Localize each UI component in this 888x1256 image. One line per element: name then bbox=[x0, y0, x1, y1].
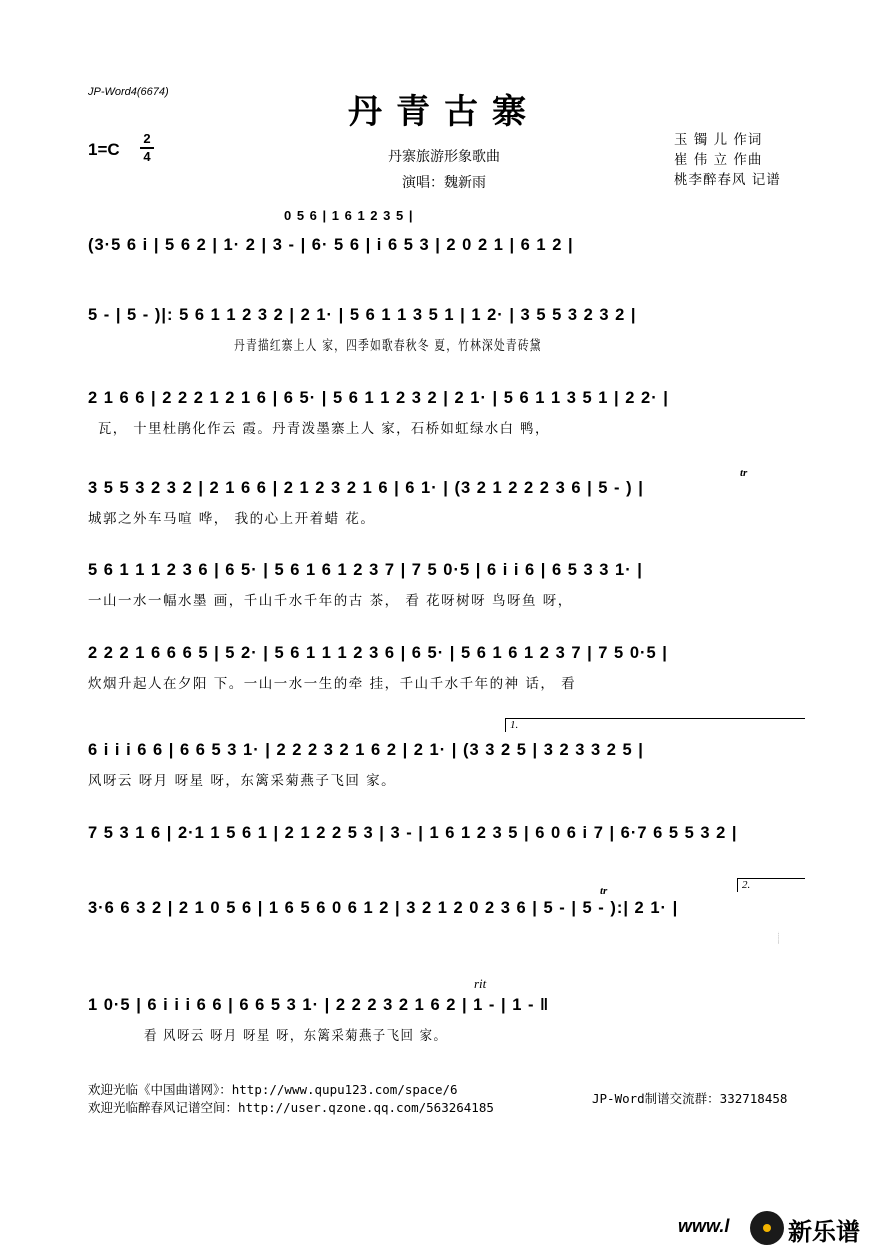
site-url-fragment: www.l bbox=[678, 1216, 730, 1236]
time-signature-bottom: 4 bbox=[143, 148, 151, 164]
trill-mark: tr bbox=[600, 885, 608, 897]
notes bbox=[88, 473, 804, 503]
notes-text: 5 6 1 1 1 2 3 6 | 6 5· | 5 6 1 6 1 2 3 7 | 7 5 0·5 | 6 i i 6 | 6 5 3 3 1· | bbox=[88, 561, 643, 579]
volta-second-ending bbox=[737, 878, 805, 892]
notes-text: 5 - | 5 - )|: 5 6 1 1 2 3 2 | 2 1· | 5 6 1 1 3 5 1 | 1 2· | 3 5 5 3 2 3 2 | bbox=[88, 306, 637, 324]
notes bbox=[88, 300, 804, 330]
lyricist-credit: 玉 镯 儿 作词 bbox=[674, 132, 763, 148]
notes-text: 7 5 3 1 6 | 2·1 1 5 6 1 | 2 1 2 2 5 3 | 3 - | 1 6 1 2 3 5 | 6 0 6 i 7 | 6·7 6 5 5 3 2 | bbox=[88, 824, 738, 842]
brand-name: 新乐谱 bbox=[788, 1218, 860, 1246]
notes bbox=[88, 735, 804, 765]
notes-text: 2 1 6 6 | 2 2 2 1 2 1 6 | 6 5· | 5 6 1 1 2 3 2 | 2 1· | 5 6 1 1 3 5 1 | 2 2· | bbox=[88, 389, 669, 407]
notes bbox=[88, 638, 804, 668]
notes bbox=[88, 990, 804, 1020]
time-signature-top: 2 bbox=[143, 131, 151, 146]
notes-text: 3·6 6 3 2 | 2 1 0 5 6 | 1 6 5 6 0 6 1 2 | 3 2 1 2 0 2 3 6 | 5 - | 5 - ):| 2 1· | bbox=[88, 899, 679, 917]
notes bbox=[88, 818, 804, 848]
lyrics: 丹青描红寨上人 家，四季如歌春秋冬 夏，竹林深处青砖黛 bbox=[234, 338, 542, 354]
volta-first-ending bbox=[505, 718, 805, 732]
ritardando-mark: rit bbox=[474, 976, 487, 991]
song-subtitle: 丹寨旅游形象歌曲 bbox=[388, 149, 500, 165]
notes bbox=[88, 555, 804, 585]
footer-link-qzone[interactable]: 欢迎光临醉春风记谱空间：http://user.qzone.qq.com/563264185 bbox=[88, 1100, 494, 1115]
lyrics: 家。 bbox=[778, 931, 780, 947]
footer-link-qupu[interactable]: 欢迎光临《中国曲谱网》：http://www.qupu123.com/space/6 bbox=[88, 1082, 458, 1097]
site-logo[interactable] bbox=[678, 1210, 878, 1248]
volta-label: 2. bbox=[742, 879, 751, 891]
notes-text: 6 i i i 6 6 | 6 6 5 3 1· | 2 2 2 3 2 1 6 2 | 2 1· | (3 3 2 5 | 3 2 3 3 2 5 | bbox=[88, 741, 644, 759]
key-signature: 1=C bbox=[88, 140, 120, 159]
notes-text: (3·5 6 i | 5 6 2 | 1· 2 | 3 - | 6· 5 6 | i 6 5 3 | 2 0 2 1 | 6 1 2 | bbox=[88, 236, 574, 254]
notes-text: 3 5 5 3 2 3 2 | 2 1 6 6 | 2 1 2 3 2 1 6 | 6 1· | (3 2 1 2 2 2 3 6 | 5 - ) | bbox=[88, 479, 644, 497]
lyrics: 炊烟升起人在夕阳 下。一山一水一生的牵 挂，千山千水千年的神 话， 看 bbox=[88, 676, 577, 692]
notes bbox=[88, 383, 804, 413]
transcriber-credit: 桃李醉春风 记谱 bbox=[674, 172, 781, 188]
song-title: 丹青古寨 bbox=[348, 92, 540, 132]
notes-text: 2 2 2 1 6 6 6 5 | 5 2· | 5 6 1 1 1 2 3 6 | 6 5· | 5 6 1 6 1 2 3 7 | 7 5 0·5 | bbox=[88, 644, 668, 662]
lyrics: 一山一水一幅水墨 画，千山千水千年的古 茶， 看 花呀树呀 鸟呀鱼 呀， bbox=[88, 593, 573, 609]
notes bbox=[88, 230, 804, 260]
prelude-small-notes: 0 5 6 | 1 6 1 2 3 5 | bbox=[284, 208, 414, 223]
document-id: JP-Word4(6674) bbox=[88, 86, 169, 98]
lyrics: 城郭之外车马喧 哗， 我的心上开着蜡 花。 bbox=[88, 511, 376, 527]
volta-label: 1. bbox=[510, 719, 519, 731]
composer-credit: 崔 伟 立 作曲 bbox=[674, 152, 763, 168]
lyrics: 瓦， 十里杜鹃化作云 霞。丹青泼墨寨上人 家，石桥如虹绿水白 鸭， bbox=[98, 421, 550, 437]
lyrics: 看 风呀云 呀月 呀星 呀，东篱采菊燕子飞回 家。 bbox=[144, 1028, 448, 1044]
notes bbox=[88, 893, 804, 923]
trill-mark: tr bbox=[740, 467, 748, 479]
singer-credit: 演唱：魏新雨 bbox=[402, 175, 486, 191]
notes-text: 1 0·5 | 6 i i i 6 6 | 6 6 5 3 1· | 2 2 2 3 2 1 6 2 | 1 - | 1 - ‖ bbox=[88, 996, 550, 1014]
lyrics: 风呀云 呀月 呀星 呀，东篱采菊燕子飞回 家。 bbox=[88, 773, 397, 789]
footer-group-info: JP-Word制谱交流群：332718458 bbox=[592, 1091, 788, 1106]
vinyl-disc-icon bbox=[750, 1211, 784, 1245]
